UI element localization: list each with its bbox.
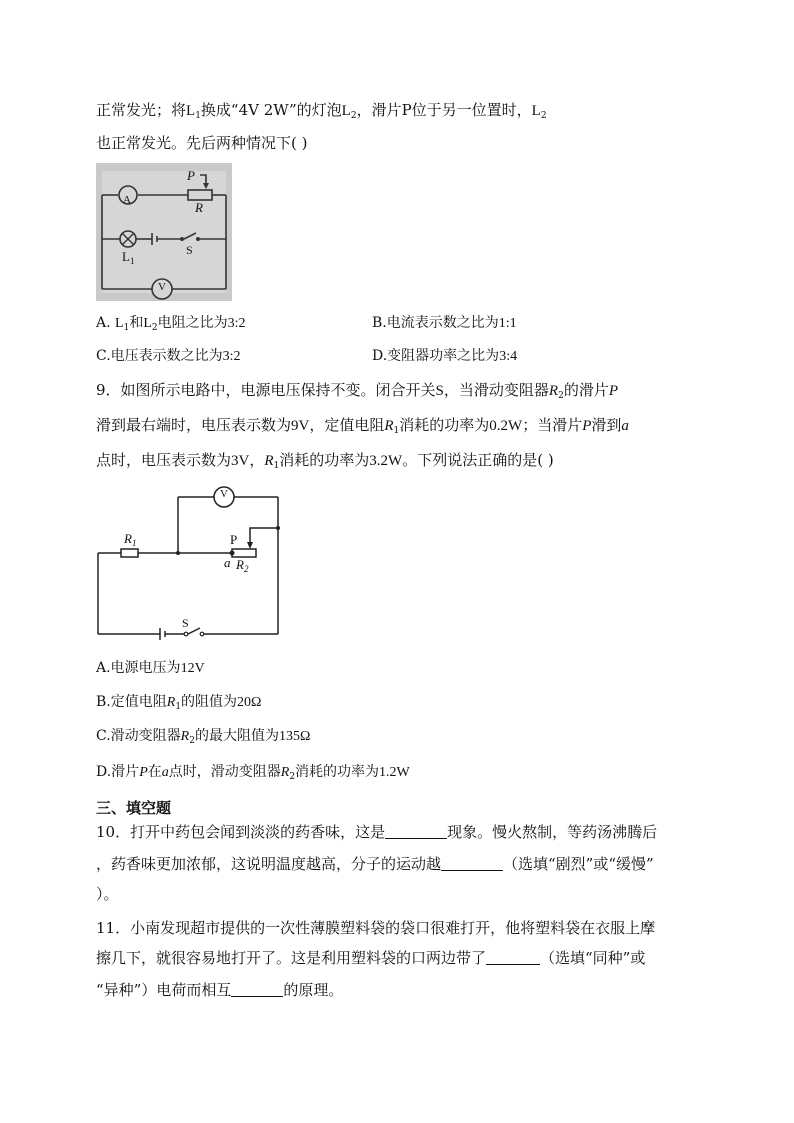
q8-line-1: 正常发光；将$L_1$换成“4V 2W”的灯泡$L_2$，滑片P位于另一位置时，$L_2$ — [96, 101, 547, 121]
answer-blank[interactable] — [486, 950, 540, 965]
q9-option-d: D.滑片P在a点时，滑动变阻器$R_2$消耗的功率为1.2W — [96, 764, 410, 782]
answer-blank[interactable] — [441, 856, 503, 871]
point-a-label: a — [224, 555, 231, 570]
r2-label: $R_2$ — [236, 557, 249, 574]
q9-line-3: 点时，电压表示数为3V，$R_1$消耗的功率为3.2W。下列说法正确的是( ) — [96, 451, 554, 471]
answer-blank[interactable] — [231, 982, 283, 997]
voltmeter-label: V — [220, 488, 228, 500]
q9-line-1: 9．如图所示电路中，电源电压保持不变。闭合开关S，当滑动变阻器$R_2$的滑片P — [96, 381, 618, 401]
q10-line-3: ）。 — [96, 885, 119, 903]
q11-line-3: “异种”）电荷而相互 的原理。 — [96, 981, 344, 999]
slider-p-label: P — [187, 168, 195, 183]
q11-line-1: 11．小南发现超市提供的一次性薄膜塑料袋的袋口很难打开，他将塑料袋在衣服上摩 — [96, 919, 656, 937]
q8-option-a: A. $L_1$和$L_2$电阻之比为3:2 — [96, 315, 246, 333]
q9-option-c: C.滑动变阻器$R_2$的最大阻值为135Ω — [96, 728, 311, 746]
q8-line-2: 也正常发光。先后两种情况下( ) — [96, 134, 308, 152]
slider-p-label: P — [230, 532, 238, 547]
q9-circuit-figure — [90, 484, 290, 644]
q8-option-d: D.变阻器功率之比为3:4 — [372, 348, 518, 364]
section-title: 三、填空题 — [96, 799, 172, 817]
q9-option-a: A.电源电压为12V — [96, 660, 205, 676]
lamp-label: $L_1$ — [122, 249, 135, 266]
q8-option-c: C.电压表示数之比为3:2 — [96, 348, 241, 364]
answer-blank[interactable] — [385, 824, 447, 839]
ammeter-label: A — [123, 194, 131, 206]
voltmeter-label: V — [158, 281, 166, 293]
q8-circuit-figure — [96, 163, 232, 301]
q10-line-1: 10．打开中药包会闻到淡淡的药香味，这是 现象。慢火熬制，等药汤沸腾后 — [96, 823, 658, 841]
switch-label: S — [182, 616, 189, 630]
q9-line-2: 滑到最右端时，电压表示数为9V，定值电阻$R_1$消耗的功率为0.2W；当滑片P滑到a — [96, 416, 629, 436]
q10-line-2: ，药香味更加浓郁，这说明温度越高，分子的运动越 （选填“剧烈”或“缓慢” — [96, 855, 654, 873]
switch-label: S — [186, 243, 193, 257]
rheostat-r-label: R — [195, 200, 203, 215]
q11-line-2: 擦几下，就很容易地打开了。这是利用塑料袋的口两边带了 （选填“同种”或 — [96, 949, 646, 967]
q9-option-b: B.定值电阻$R_1$的阻值为20Ω — [96, 694, 262, 712]
q8-option-b: B.电流表示数之比为1:1 — [372, 315, 517, 331]
q9-circuit-diagram — [90, 484, 290, 644]
r1-label: $R_1$ — [124, 531, 137, 548]
